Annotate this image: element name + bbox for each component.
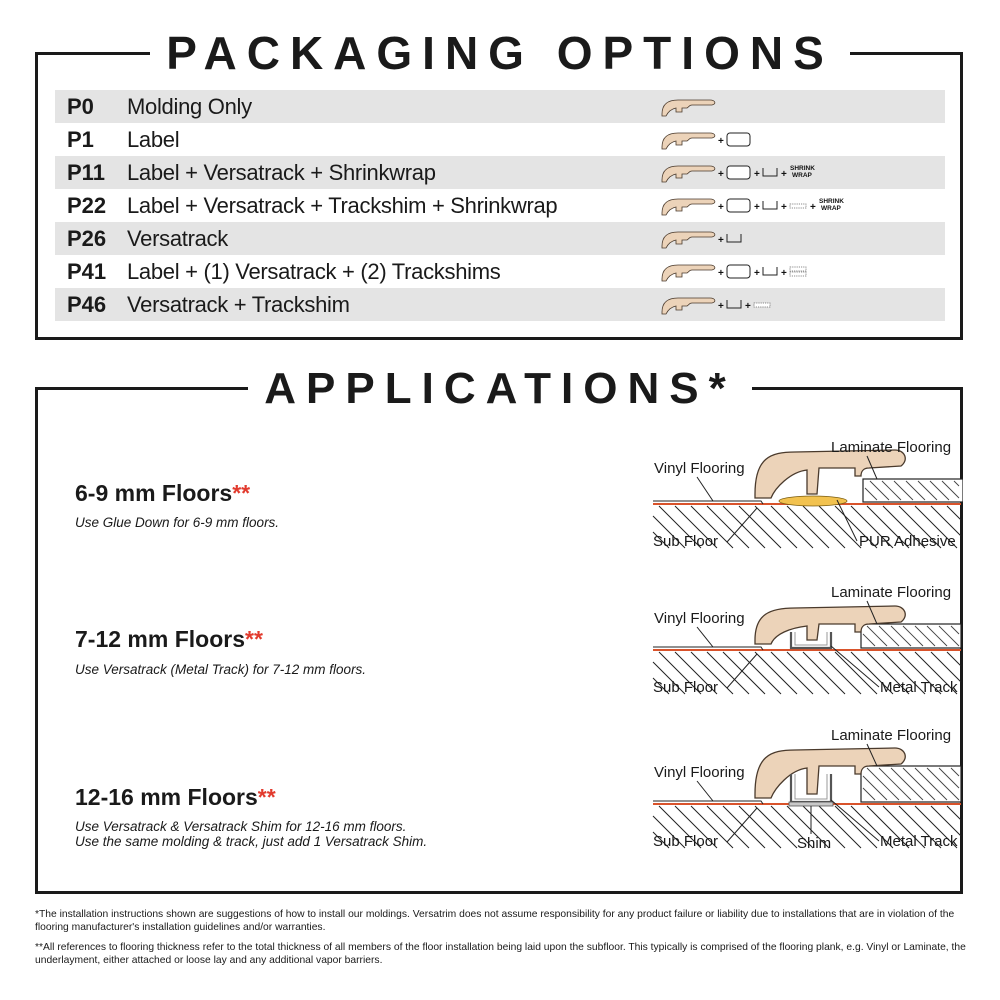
application-row-7-12 [35,576,963,746]
packaging-icons [642,156,945,189]
label-bottom-right: Metal Track [880,833,958,850]
label-laminate: Laminate Flooring [831,584,952,601]
footnote-installation: *The installation instructions shown are suggestions of how to install our moldings. Versatrim does not assume responsibility for any product failure or liability due to installations that are in violation of the flooring manufacturer's installation guidelines and/or warranties. [35,909,955,933]
floor-title: 6-9 mm Floors** [75,480,251,506]
plus-icon: + [718,301,724,312]
molding-icon [662,133,715,149]
pur-adhesive [779,496,847,506]
packaging-row-p1 [55,123,945,156]
applications-title: APPLICATIONS* [0,367,1000,411]
molding-icon [662,232,715,248]
floor-title: 7-12 mm Floors** [75,626,263,652]
label-icon [727,199,750,212]
packaging-label: Label [127,126,180,152]
floor-stars: ** [257,784,276,810]
plus-icon: + [754,202,760,213]
label-icon [727,265,750,278]
packaging-row-p22 [55,189,945,222]
shrinkwrap-icon [819,198,844,212]
plus-icon: + [718,268,724,279]
plus-icon: + [718,235,724,246]
label-shim: Shim [797,835,832,852]
packaging-icons [642,222,945,255]
laminate-flooring [861,766,961,802]
packaging-icons [642,90,945,123]
shim [789,802,833,806]
label-subfloor: Sub Floor [653,533,719,550]
packaging-icons [642,255,945,288]
application-row-12-16 [35,722,963,892]
packaging-code: P41 [67,258,107,284]
packaging-code: P11 [67,159,105,185]
packaging-row-p41 [55,255,945,288]
packaging-code: P1 [67,126,94,152]
application-row-6-9 [35,430,963,600]
floor-stars: ** [232,480,251,506]
label-laminate: Laminate Flooring [831,439,952,456]
packaging-row-p26 [55,222,945,255]
label-icon [727,133,750,146]
packaging-code: P46 [67,291,107,317]
label-subfloor: Sub Floor [653,679,719,696]
plus-icon: + [718,202,724,213]
svg-text:WRAP: WRAP [821,205,841,212]
packaging-icons [642,288,945,321]
packaging-code: P22 [67,192,107,218]
molding-icon [662,265,715,281]
packaging-row-p0 [55,90,945,123]
packaging-label: Versatrack [127,225,228,251]
packaging-code: P0 [67,93,94,119]
label-vinyl: Vinyl Flooring [654,610,745,627]
trackshim-icon [754,303,770,307]
packaging-row-p46 [55,288,945,321]
packaging-label: Label + (1) Versatrack + (2) Trackshims [127,258,501,284]
label-vinyl: Vinyl Flooring [654,764,745,781]
floor-diagram [605,722,963,857]
plus-icon: + [754,268,760,279]
trackshim-icon [790,204,806,208]
packaging-row-p11 [55,156,945,189]
plus-icon: + [718,169,724,180]
versatrack-icon [763,168,777,176]
molding-icon [662,100,715,116]
floor-note: Use Glue Down for 6-9 mm floors. [75,515,280,530]
plus-icon: + [754,169,760,180]
versatrack-icon [727,234,741,242]
versatrack-icon [727,300,741,308]
packaging-code: P26 [67,225,107,251]
svg-text:SHRINK: SHRINK [819,198,844,205]
label-icon [727,166,750,179]
plus-icon: + [810,202,816,213]
versatrack-icon [763,267,777,275]
packaging-label: Versatrack + Trackshim [127,291,350,317]
floor-stars: ** [245,626,263,652]
packaging-icons [642,123,945,156]
plus-icon: + [781,202,787,213]
floor-note: Use Versatrack (Metal Track) for 7-12 mm floors. [75,662,367,677]
molding-icon [662,298,715,314]
label-bottom-right: PUR Adhesive [859,533,956,550]
floor-diagram [605,576,963,706]
floor-title: 12-16 mm Floors** [75,784,276,810]
packaging-table [55,90,945,321]
molding-icon [662,166,715,182]
shrinkwrap-icon [790,165,815,179]
packaging-title: PACKAGING OPTIONS [0,30,1000,76]
trackshim-icon [790,267,806,271]
footnote-thickness: **All references to flooring thickness refer to the total thickness of all members of the floor installation being laid upon the subfloor. This typically is comprised of the flooring plank, e.g. Vinyl or Laminate, the underlayment, either attached or loose lay and any additional vapor barriers. [35,942,966,966]
plus-icon: + [781,268,787,279]
label-laminate: Laminate Flooring [831,727,952,744]
molding-icon [662,199,715,215]
floor-diagram [605,430,963,560]
label-bottom-right: Metal Track [880,679,958,696]
packaging-label: Label + Versatrack + Shrinkwrap [127,159,436,185]
svg-text:WRAP: WRAP [792,172,812,179]
packaging-label: Label + Versatrack + Trackshim + Shrinkwrap [127,192,558,218]
versatrack-icon [763,201,777,209]
plus-icon: + [718,136,724,147]
trackshim-icon [790,272,806,276]
label-vinyl: Vinyl Flooring [654,460,745,477]
svg-text:SHRINK: SHRINK [790,165,815,172]
plus-icon: + [745,301,751,312]
packaging-label: Molding Only [127,93,252,119]
packaging-icons [642,189,945,222]
floor-note: Use Versatrack & Versatrack Shim for 12-16 mm floors. Use the same molding & track, just add 1 Versatrack Shim. [75,819,428,849]
label-subfloor: Sub Floor [653,833,719,850]
plus-icon: + [781,169,787,180]
